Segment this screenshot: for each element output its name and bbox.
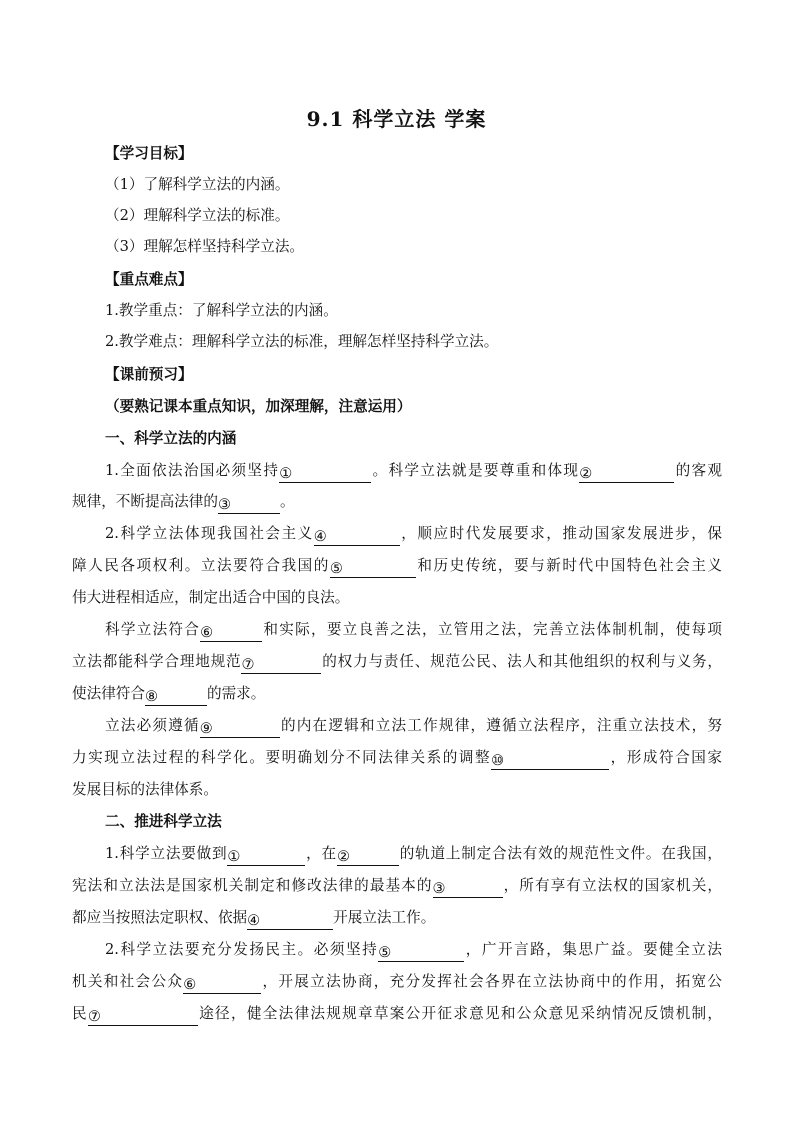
text: 和实际，要立良善之法，立管用之法，完善立法体制机制，使每项 — [262, 621, 722, 638]
blank-5[interactable] — [330, 559, 416, 578]
p5-line-1 — [105, 844, 722, 866]
p4-line-2 — [72, 748, 722, 770]
page-title: 9.1 科学立法 学案 — [306, 107, 487, 131]
blank-number: ① — [279, 465, 293, 482]
blank-8[interactable] — [145, 687, 207, 706]
text: 和历史传统，要与新时代中国特色社会主义 — [415, 557, 722, 574]
text: 民 — [72, 1005, 88, 1022]
text: 使法律符合 — [72, 685, 145, 702]
blank-number: ⑧ — [144, 688, 159, 705]
preview-note: （要熟记课本重点知识，加深理解，注意运用） — [105, 398, 412, 415]
blank-10[interactable] — [491, 751, 609, 770]
blank-number: ③ — [217, 496, 232, 513]
blank-number: ⑨ — [199, 720, 213, 737]
text: 。 — [279, 493, 295, 510]
text: 立法都能科学合理地规范 — [72, 653, 242, 670]
blank-9[interactable] — [200, 719, 280, 738]
p6-line-2 — [72, 972, 722, 994]
text: 的客观 — [674, 462, 722, 479]
text: 的权力与责任、规范公民、法人和其他组织的权利与义务， — [321, 653, 722, 670]
blank-number: ⑥ — [200, 624, 214, 641]
part1-heading: 一、科学立法的内涵 — [105, 430, 237, 447]
text: ，所有享有立法权的国家机关， — [502, 877, 722, 894]
blank-p2-2[interactable] — [337, 847, 399, 866]
p1-line-1 — [105, 461, 722, 483]
objectives-heading: 【学习目标】 — [105, 145, 193, 162]
text: ，在 — [305, 845, 337, 862]
text: 1.科学立法要做到 — [105, 845, 228, 862]
text: ，形成符合国家 — [609, 749, 722, 766]
blank-p2-5[interactable] — [378, 943, 464, 962]
p2-line-2 — [72, 556, 722, 578]
p5-line-3 — [72, 908, 689, 930]
text: 的需求。 — [206, 685, 266, 702]
blank-p2-6[interactable] — [183, 975, 261, 994]
p3-line-2 — [72, 652, 722, 674]
text: 1.全面依法治国必须坚持 — [105, 462, 280, 479]
text: ，广开言路，集思广益。要健全立法 — [464, 941, 722, 958]
text: 开展立法工作。 — [333, 909, 436, 926]
blank-4[interactable] — [314, 527, 400, 546]
text: 都应当按照法定职权、依据 — [72, 909, 248, 926]
blank-number: ⑤ — [378, 944, 392, 961]
part2-heading: 二、推进科学立法 — [105, 813, 222, 830]
blank-p2-7[interactable] — [88, 1007, 198, 1026]
objective-3: （3）理解怎样坚持科学立法。 — [105, 238, 305, 255]
p4-line-1 — [105, 716, 722, 738]
blank-number: ④ — [247, 912, 261, 929]
key-heading: 【重点难点】 — [105, 271, 193, 288]
text: 科学立法符合 — [105, 621, 201, 638]
text: ，顺应时代发展要求，推动国家发展进步，保 — [399, 525, 722, 542]
p6-line-1 — [105, 940, 722, 962]
blank-1[interactable] — [279, 464, 371, 483]
blank-p2-1[interactable] — [227, 847, 305, 866]
key-point-2: 2.教学难点：理解科学立法的标准，理解怎样坚持科学立法。 — [105, 333, 499, 350]
key-point-1: 1.教学重点：了解科学立法的内涵。 — [105, 302, 338, 319]
p6-line-3 — [72, 1004, 722, 1026]
blank-7[interactable] — [241, 655, 321, 674]
text: 。科学立法就是要尊重和体现 — [371, 462, 580, 479]
blank-p2-4[interactable] — [247, 911, 333, 930]
blank-number: ② — [579, 465, 593, 482]
p2-line-3: 伟大进程相适应，制定出适合中国的良法。 — [72, 589, 350, 606]
p5-line-2 — [72, 876, 722, 898]
text: 途径，健全法律法规规章草案公开征求意见和公众意见采纳情况反馈机制， — [197, 1005, 722, 1022]
text: 机关和社会公众 — [72, 973, 184, 990]
blank-3[interactable] — [218, 495, 280, 514]
text: 力实现立法过程的科学化。要明确划分不同法律关系的调整 — [72, 749, 492, 766]
objective-2: （2）理解科学立法的标准。 — [105, 207, 290, 224]
text: 规律，不断提高法律的 — [72, 493, 218, 510]
blank-number: ④ — [313, 528, 327, 545]
text: 立法必须遵循 — [105, 717, 200, 734]
objective-1: （1）了解科学立法的内涵。 — [105, 176, 290, 193]
preview-heading: 【课前预习】 — [105, 366, 193, 383]
p1-line-2 — [72, 492, 689, 514]
blank-number: ⑦ — [241, 656, 255, 673]
text: 的轨道上制定合法有效的规范性文件。在我国， — [398, 845, 722, 862]
blank-number: ⑦ — [87, 1008, 101, 1025]
blank-p2-3[interactable] — [433, 879, 503, 898]
text: ，开展立法协商，充分发挥社会各界在立法协商中的作用，拓宽公 — [261, 973, 722, 990]
text: 2.科学立法要充分发扬民主。必须坚持 — [105, 941, 379, 958]
text: 的内在逻辑和立法工作规律，遵循立法程序，注重立法技术，努 — [279, 717, 722, 734]
blank-number: ⑥ — [183, 976, 197, 993]
blank-number: ⑩ — [491, 752, 505, 769]
p4-line-3: 发展目标的法律体系。 — [72, 781, 218, 798]
blank-number: ⑤ — [329, 560, 343, 577]
blank-2[interactable] — [579, 464, 674, 483]
p2-line-1 — [105, 524, 722, 546]
blank-number: ① — [227, 848, 241, 865]
p3-line-3 — [72, 684, 689, 706]
text: 2.科学立法体现我国社会主义 — [105, 525, 314, 542]
blank-number: ② — [336, 848, 351, 865]
text: 宪法和立法法是国家机关制定和修改法律的最基本的 — [72, 877, 433, 894]
p3-line-1 — [105, 620, 722, 642]
text: 障人民各项权利。立法要符合我国的 — [72, 557, 330, 574]
blank-number: ③ — [432, 880, 446, 897]
blank-6[interactable] — [200, 623, 262, 642]
